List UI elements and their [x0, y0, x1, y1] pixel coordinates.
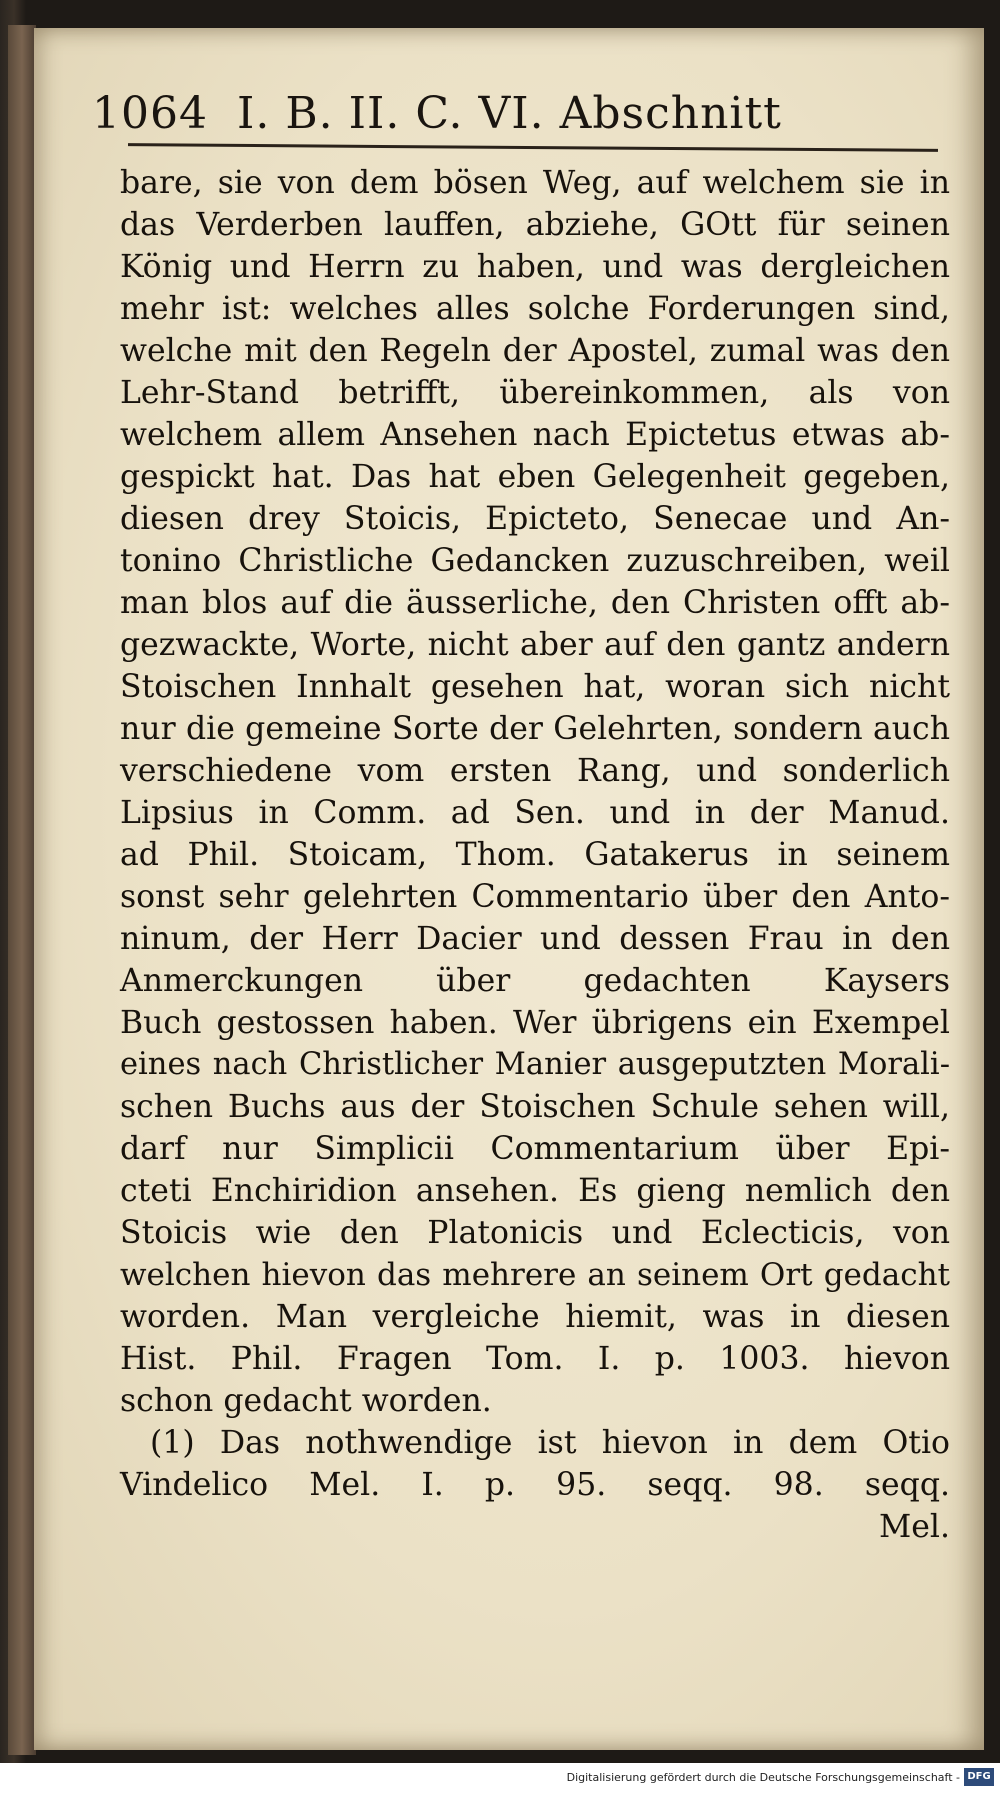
text-line: schen Buchs aus der Stoischen Schule sehen will, [120, 1089, 950, 1125]
text-line: diesen drey Stoicis, Epicteto, Senecae und An- [120, 501, 950, 537]
text-line: König und Herrn zu haben, und was dergleichen [120, 249, 950, 285]
text-line: Stoischen Innhalt gesehen hat, woran sich nicht [120, 669, 950, 705]
text-line: eines nach Christlicher Manier ausgeputzten Morali- [120, 1047, 950, 1082]
text-line: bare, sie von dem bösen Weg, auf welchem sie in [120, 165, 950, 201]
footnote-line: (1) Das nothwendige ist hievon in dem Otio [150, 1425, 950, 1461]
text-line: das Verderben lauffen, abziehe, GOtt für seinen [120, 207, 950, 243]
text-line: Lehr-Stand betrifft, übereinkommen, als von [120, 375, 950, 411]
text-line: ad Phil. Stoicam, Thom. Gatakerus in seinem [120, 837, 950, 873]
text-line: welchen hievon das mehrere an seinem Ort gedacht [120, 1257, 950, 1293]
digitization-footer [0, 1763, 1000, 1795]
text-line: Hist. Phil. Fragen Tom. I. p. 1003. hievon [120, 1341, 950, 1377]
text-line: verschiedene vom ersten Rang, und sonderlich [120, 753, 950, 789]
text-line: schon gedacht worden. [120, 1383, 492, 1419]
text-line: Anmerckungen über gedachten Kaysers [120, 963, 950, 999]
text-line: welchem allem Ansehen nach Epictetus etwas ab- [120, 417, 950, 453]
footnote-line: Mel. [879, 1509, 950, 1545]
text-line: worden. Man vergleiche hiemit, was in diesen [120, 1299, 950, 1335]
page-number: 1064 [92, 88, 208, 139]
body-text [120, 162, 950, 1548]
text-line: Stoicis wie den Platonicis und Eclecticis, von [120, 1215, 950, 1251]
text-line: ninum, der Herr Dacier und dessen Frau in den [120, 921, 950, 957]
text-line: gezwackte, Worte, nicht aber auf den gantz andern [120, 627, 950, 663]
text-line: welche mit den Regeln der Apostel, zumal was den [120, 333, 950, 369]
dfg-logo: DFG [964, 1768, 994, 1786]
funding-credit: Digitalisierung gefördert durch die Deutsche Forschungsgemeinschaft - [566, 1771, 960, 1784]
text-line: darf nur Simplicii Commentarium über Epi- [120, 1131, 950, 1167]
footnote-line: Vindelico Mel. I. p. 95. seqq. 98. seqq. [120, 1467, 950, 1503]
text-line: tonino Christliche Gedancken zuzuschreiben, weil [120, 543, 950, 579]
running-header [92, 88, 792, 152]
text-line: gespickt hat. Das hat eben Gelegenheit gegeben, [120, 459, 950, 495]
text-line: nur die gemeine Sorte der Gelehrten, sondern auch [120, 711, 950, 747]
text-line: man blos auf die äusserliche, den Christen offt ab- [120, 585, 950, 621]
text-line: mehr ist: welches alles solche Forderungen sind, [120, 291, 950, 327]
text-line: cteti Enchiridion ansehen. Es gieng nemlich den [120, 1173, 950, 1209]
text-line: Buch gestossen haben. Wer übrigens ein Exempel [120, 1005, 950, 1041]
book-edge [8, 25, 36, 1755]
section-title: I. B. II. C. VI. Abschnitt [236, 88, 782, 139]
text-line: sonst sehr gelehrten Commentario über den Anto- [120, 879, 950, 915]
text-line: Lipsius in Comm. ad Sen. und in der Manud. [120, 795, 950, 831]
